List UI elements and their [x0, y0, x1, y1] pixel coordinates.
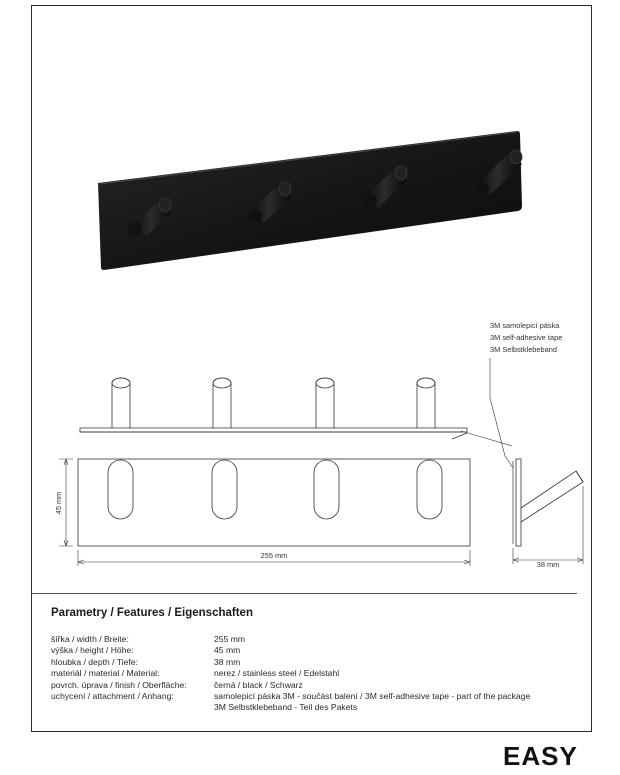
spec-key: povrch. úprava / finish / Oberfläche:: [51, 679, 187, 690]
spec-row: [51, 657, 530, 668]
front-slot-2: [212, 460, 237, 519]
spec-row: [51, 668, 530, 679]
depth-dimension-label: 38 mm: [536, 560, 560, 569]
width-dimension-label: 255 mm: [260, 551, 288, 560]
spec-row: [51, 634, 530, 645]
tape-callout-line-3: 3M Selbstklebeband: [490, 345, 557, 354]
spec-row: [51, 691, 530, 714]
spec-value-line-1: samolepicí páska 3M - součást balení / 3M self-adhesive tape - part of the package: [214, 691, 531, 702]
front-slot-4: [417, 460, 442, 519]
spec-key: uchycení / attachment / Anhang:: [51, 691, 174, 702]
front-slot-1: [108, 460, 133, 519]
spec-row: [51, 645, 530, 656]
side-plate: [516, 459, 521, 546]
side-peg: [521, 471, 583, 522]
product-photo: [98, 131, 522, 270]
top-peg-2: [213, 378, 231, 428]
spec-key: hloubka / depth / Tiefe:: [51, 656, 138, 667]
front-plate: [78, 459, 470, 546]
height-dimension-label: 45 mm: [54, 491, 63, 515]
tape-callout-line-2: 3M self-adhesive tape: [490, 333, 563, 342]
spec-key: šířka / width / Breite:: [51, 634, 129, 644]
spec-value: nerez / stainless steel / Edelstahl: [214, 668, 340, 679]
spec-key: výška / height / Höhe:: [51, 645, 134, 656]
top-view: [80, 378, 467, 439]
spec-row: [51, 680, 530, 691]
top-peg-3: [316, 378, 334, 428]
spec-value: 255 mm: [214, 634, 246, 644]
front-slot-3: [314, 460, 339, 519]
tape-callout-line-1: 3M samolepicí páska: [490, 321, 560, 330]
side-view: [513, 459, 583, 564]
top-peg-4: [417, 378, 435, 428]
front-view: [59, 459, 470, 566]
section-divider: [31, 593, 577, 594]
spec-value-line-2: 3M Selbstklebeband - Teil des Pakets: [214, 702, 358, 713]
spec-key: materiál / material / Material:: [51, 668, 160, 679]
spec-value: 38 mm: [214, 656, 241, 667]
specs-table: [51, 634, 530, 714]
tape-callout-leader: [461, 358, 513, 468]
specs-heading: Parametry / Features / Eigenschaften: [51, 607, 253, 619]
spec-value: černá / black / Schwarz: [214, 679, 303, 690]
top-peg-1: [112, 378, 130, 428]
brand-name: EASY: [503, 741, 578, 771]
spec-value: [214, 691, 530, 714]
spec-value: 45 mm: [214, 645, 241, 656]
